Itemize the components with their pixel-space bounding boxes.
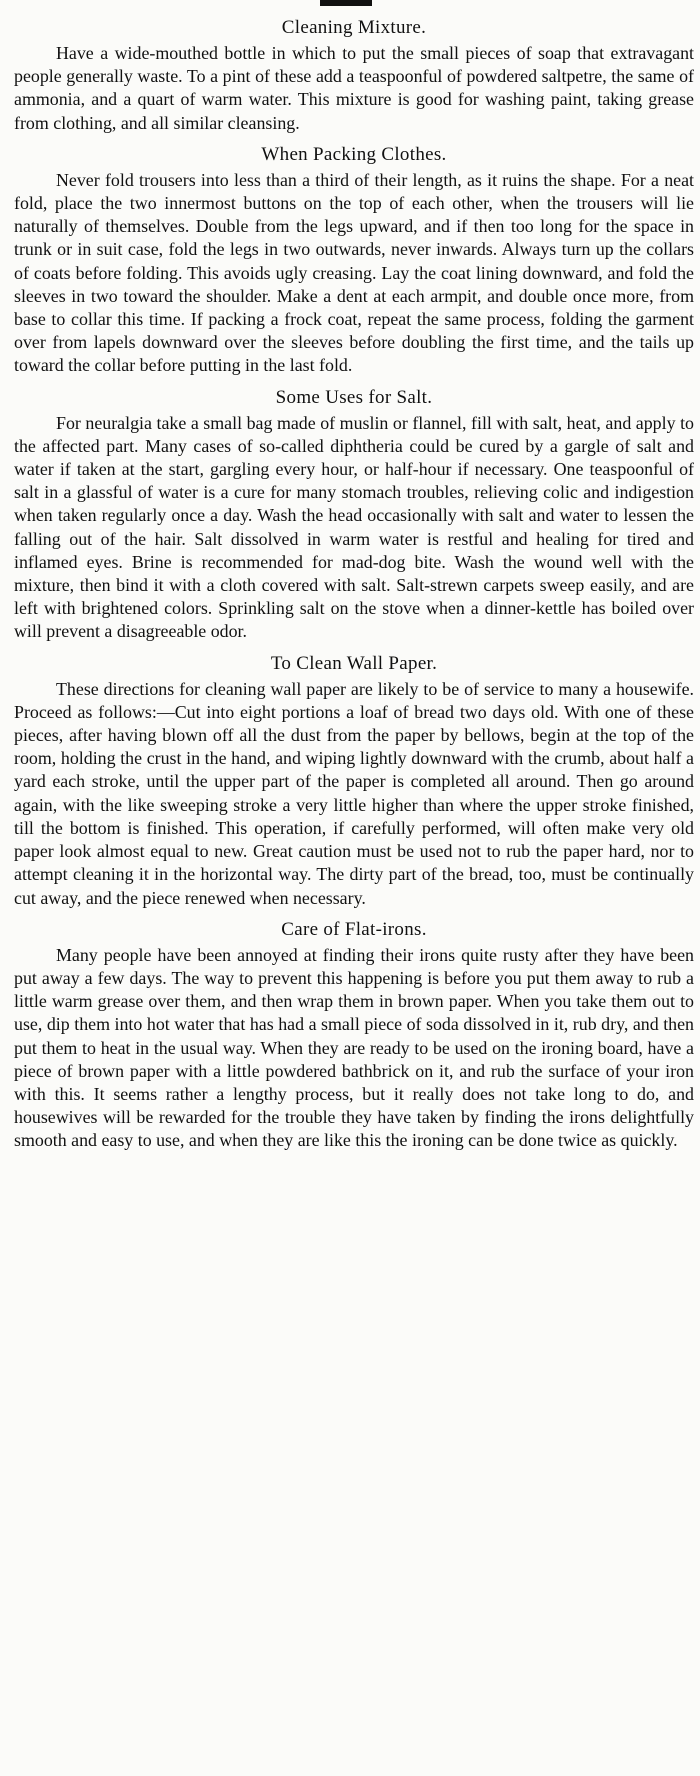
section-body: Never fold trousers into less than a third of their length, as it ruins the shape. For a neat fold, place the two innermost buttons on the top of each other, when the trousers will lie naturally of themselves. Double from the legs upward, and if then too long for the space in trunk or in suit case, fold the legs in two outwards, never inwards. Always turn up the collars of coats before folding. This avoids ugly creasing. Lay the coat lining downward, and fold the sleeves in two toward the shoulder. Make a dent at each armpit, and double once more, from base to collar this time. If packing a frock coat, repeat the same process, folding the garment over from lapels downward over the sleeves before doubling the first time, and the tails up toward the collar before putting in the last fold. <box>14 169 694 376</box>
section-cleaning-mixture <box>14 16 694 135</box>
section-clean-wall-paper <box>14 652 694 910</box>
section-body: Many people have been annoyed at finding their irons quite rusty after they have been put away a few days. The way to prevent this happening is before you put them away to rub a little warm grease over them, and then wrap them in brown paper. When you take them out to use, dip them into hot water that has had a small piece of soda dissolved in it, rub dry, and then put them to heat in the usual way. When they are ready to be used on the ironing board, have a piece of brown paper with a little powdered bathbrick on it, and rub the surface of your iron with this. It seems rather a lengthy process, but it really does not take long to do, and housewives will be rewarded for the trouble they have taken by finding the irons delightfully smooth and easy to use, and when they are like this the ironing can be done twice as quickly. <box>14 944 694 1151</box>
section-title: To Clean Wall Paper. <box>270 652 438 674</box>
section-body: These directions for cleaning wall paper are likely to be of service to many a housewife. Proceed as follows:—Cut into eight portions a loaf of bread two days old. With one of these pieces, after having blown off all the dust from the paper by bellows, begin at the top of the room, holding the crust in the hand, and wiping lightly downward with the crumb, about half a yard each stroke, until the upper part of the paper is completed all around. Then go around again, with the like sweeping stroke a very little higher than where the upper stroke finished, till the bottom is finished. This operation, if carefully performed, will often make very old paper look almost equal to new. Great caution must be used not to rub the paper hard, nor to attempt cleaning it in the horizontal way. The dirty part of the bread, too, must be continually cut away, and the piece renewed when necessary. <box>14 678 694 908</box>
top-rule <box>320 0 372 6</box>
section-title: Care of Flat-irons. <box>281 918 427 940</box>
section-uses-for-salt <box>14 386 694 644</box>
section-body: For neuralgia take a small bag made of muslin or flannel, fill with salt, heat, and apply to the affected part. Many cases of so-called diphtheria could be cured by a gargle of salt and water if taken at the start, gargling every hour, or half-hour if necessary. One teaspoonful of salt in a glassful of water is a cure for many stomach troubles, relieving colic and indigestion when taken regularly once a day. Wash the head occasionally with salt and water to lessen the falling out of the hair. Salt dissolved in warm water is restful and healing for tired and inflamed eyes. Brine is recommended for mad-dog bite. Wash the wound well with the mixture, then bind it with a cloth covered with salt. Salt-strewn carpets sweep easily, and are left with brightened colors. Sprinkling salt on the stove when a dinner-kettle has boiled over will prevent a disagreeable odor. <box>14 412 694 642</box>
section-packing-clothes <box>14 143 694 378</box>
section-body: Have a wide-mouthed bottle in which to put the small pieces of soap that extravagant people generally waste. To a pint of these add a teaspoonful of powdered saltpetre, the same of ammonia, and a quart of warm water. This mixture is good for washing paint, taking grease from clothing, and all similar cleansing. <box>14 43 694 133</box>
section-title: When Packing Clothes. <box>261 143 447 165</box>
article-column <box>14 12 694 1161</box>
section-title: Some Uses for Salt. <box>275 386 433 408</box>
section-title: Cleaning Mixture. <box>281 17 427 38</box>
section-care-of-flat-irons <box>14 918 694 1153</box>
